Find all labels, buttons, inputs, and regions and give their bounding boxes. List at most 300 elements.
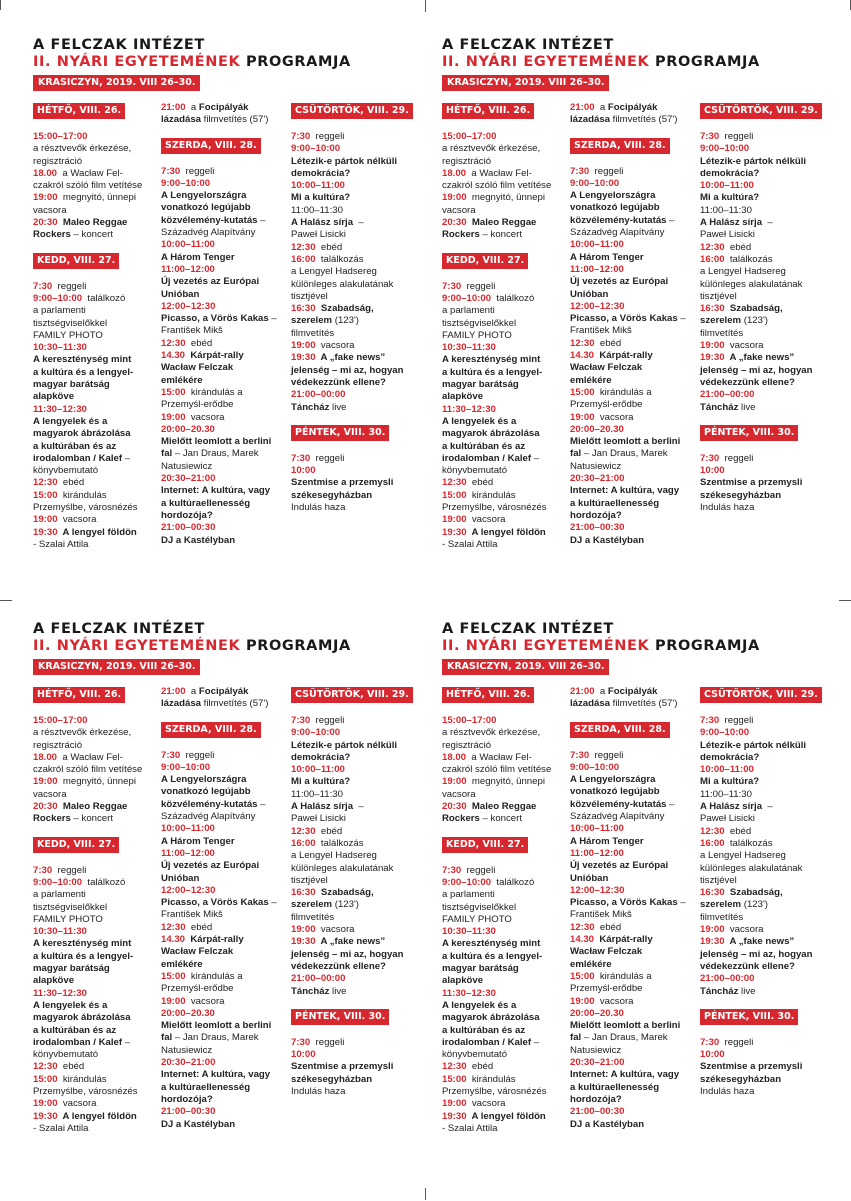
schedule-line (161, 424, 293, 436)
schedule-line (161, 289, 293, 301)
schedule-line (570, 387, 702, 399)
day-header-row (161, 137, 293, 166)
schedule-line (442, 752, 574, 764)
schedule-line (700, 887, 832, 899)
schedule-column-1 (442, 686, 574, 1135)
schedule-text: a Wacław Fel- (57, 751, 123, 763)
schedule-line (161, 485, 293, 497)
schedule-line (33, 1111, 165, 1123)
schedule-line (161, 698, 293, 710)
schedule-event-title: Új vezetés az Európai (570, 860, 669, 872)
schedule-text: könyvbemutató (442, 1049, 508, 1061)
schedule-event-title: A „fake news” (724, 936, 795, 948)
schedule-event-title: a kultúra és a lengyel- (33, 366, 134, 378)
schedule-time: 7:30 (700, 131, 720, 142)
schedule-line (700, 389, 832, 401)
schedule-event-title: vonatkozó legújabb (570, 786, 660, 798)
schedule-line (700, 776, 832, 788)
schedule-line (570, 535, 702, 547)
schedule-line (570, 1008, 702, 1020)
schedule-text: regisztráció (33, 155, 83, 167)
schedule-line (33, 752, 165, 764)
schedule-event-title: irodalomban / Kalef (442, 452, 532, 464)
schedule-time: 12:30 (291, 825, 316, 837)
schedule-line (700, 205, 832, 217)
schedule-line (291, 377, 423, 389)
schedule-event-title: A Halász sírja (700, 801, 763, 813)
schedule-event-title: vonatkozó legújabb (161, 786, 251, 798)
schedule-line (442, 926, 574, 938)
schedule-line (570, 448, 702, 460)
schedule-text: – (666, 798, 675, 810)
schedule-line (442, 539, 574, 551)
schedule-text: tisztségviselőkkel (442, 317, 517, 329)
schedule-time: 14.30 (570, 934, 595, 946)
schedule-event-title: A „fake news” (315, 936, 386, 948)
schedule-time: 16:30 (291, 303, 316, 315)
schedule-event-title: Létezik-e pártok nélküli (700, 155, 807, 167)
schedule-line (33, 789, 165, 801)
schedule-time: 14.30 (161, 350, 186, 362)
schedule-time: 20:30 (33, 801, 58, 813)
schedule-event-title: A lengyel földön (466, 1110, 546, 1122)
schedule-line (161, 178, 293, 190)
schedule-event-title: emlékére (161, 958, 203, 970)
schedule-event-title: Wacław Felczak (570, 946, 643, 958)
schedule-line (291, 266, 423, 278)
schedule-line (33, 1086, 165, 1098)
schedule-time: 7:30 (570, 749, 590, 761)
schedule-line (570, 114, 702, 126)
schedule-event-title: székesegyházban (291, 1073, 373, 1085)
schedule-line (570, 786, 702, 798)
schedule-text: Paweł Lisicki (700, 813, 755, 825)
schedule-text: Századvég Alapítvány (570, 227, 665, 239)
schedule-line (442, 502, 574, 514)
schedule-text: különleges alakulatának (700, 278, 803, 290)
schedule-event-title: magyar barátság (33, 963, 110, 975)
schedule-line (33, 168, 165, 180)
schedule-time: 11:00–12:00 (570, 847, 624, 859)
schedule-text: a Wacław Fel- (466, 167, 532, 179)
schedule-line (700, 180, 832, 192)
schedule-line (700, 502, 832, 514)
schedule-text: reggeli (180, 749, 215, 761)
schedule-time: 11:30–12:30 (442, 403, 496, 415)
schedule-text: a parlamenti (442, 305, 495, 317)
day-header-row (33, 252, 165, 281)
schedule-line (570, 325, 702, 337)
schedule-line (33, 914, 165, 926)
location-date-band: KRASICZYN, 2019. VIII 26–30. (442, 75, 609, 91)
schedule-text: Przemyślbe, városnézés (442, 502, 547, 514)
schedule-text: találkozó (491, 292, 535, 304)
schedule-line (161, 215, 293, 227)
schedule-text: filmvetítés (57') (201, 114, 269, 126)
schedule-line (161, 996, 293, 1008)
schedule-line (33, 764, 165, 776)
day-header: CSÜTÖRTÖK, VIII. 29. (291, 687, 413, 703)
schedule-line (161, 473, 293, 485)
schedule-line (291, 986, 423, 998)
schedule-line (442, 229, 574, 241)
schedule-text: (123') (741, 315, 768, 327)
schedule-event-title: A lengyel földön (57, 1110, 137, 1122)
schedule-line (700, 1049, 832, 1061)
schedule-line (442, 938, 574, 950)
schedule-line (570, 276, 702, 288)
schedule-line (291, 352, 423, 364)
schedule-text: Przemyśl-erődbe (161, 983, 234, 995)
schedule-time: 15:00–17:00 (442, 715, 497, 726)
schedule-line (291, 217, 423, 229)
schedule-text: a (594, 686, 608, 697)
schedule-event-title: Wacław Felczak (570, 362, 643, 374)
schedule-line (33, 428, 165, 440)
schedule-time: 19:30 (442, 526, 467, 538)
schedule-event-title: Táncház (700, 401, 739, 413)
schedule-time: 21:00–00:30 (570, 1106, 625, 1118)
schedule-line (700, 727, 832, 739)
schedule-line (700, 217, 832, 229)
schedule-time: 19:00 (442, 192, 467, 204)
schedule-time: 15:00–17:00 (442, 131, 497, 142)
schedule-time: 21:00 (570, 102, 595, 113)
schedule-line (33, 527, 165, 539)
schedule-line (291, 801, 423, 813)
schedule-time: 10:30–11:30 (442, 926, 496, 938)
schedule-time: 16:00 (291, 253, 316, 265)
schedule-line (700, 986, 832, 998)
schedule-text: (123') (332, 315, 359, 327)
schedule-line (33, 131, 165, 143)
schedule-time: 9:00–10:00 (570, 177, 620, 189)
schedule-line (570, 922, 702, 934)
schedule-time: 7:30 (700, 452, 720, 464)
schedule-time: 12:30 (442, 477, 467, 489)
schedule-event-title: hordozója? (161, 509, 213, 521)
schedule-event-title: jelenség – mi az, hogyan (700, 364, 813, 376)
schedule-line (700, 477, 832, 489)
schedule-text: kirándulás (57, 1073, 107, 1085)
schedule-text: filmvetítés (57') (201, 698, 269, 710)
day-header: CSÜTÖRTÖK, VIII. 29. (700, 687, 822, 703)
schedule-event-title: Táncház (291, 401, 330, 413)
schedule-line (700, 168, 832, 180)
day-header: KEDD, VIII. 27. (442, 253, 528, 269)
schedule-line (700, 801, 832, 813)
spacer (291, 998, 423, 1008)
schedule-text: Przemyśl-erődbe (570, 983, 643, 995)
schedule-text: megnyitó, ünnepi (466, 192, 545, 204)
schedule-line (700, 352, 832, 364)
schedule-line (700, 1037, 832, 1049)
schedule-line (161, 362, 293, 374)
schedule-time: 21:00 (161, 102, 186, 113)
schedule-line (33, 441, 165, 453)
schedule-line (442, 305, 574, 317)
program-title (442, 54, 760, 71)
schedule-event-title: vonatkozó legújabb (570, 202, 660, 214)
schedule-line (291, 826, 423, 838)
schedule-time: 20:00–20.30 (161, 1007, 215, 1019)
schedule-text: vacsora (315, 924, 355, 936)
schedule-time: 9:00–10:00 (700, 727, 750, 739)
schedule-time: 9:00–10:00 (33, 292, 83, 304)
schedule-line (161, 823, 293, 835)
schedule-line (161, 971, 293, 983)
schedule-time: 10:30–11:30 (33, 926, 87, 938)
schedule-event-title: védekezzünk ellene? (291, 376, 386, 388)
schedule-line (442, 1074, 574, 1086)
schedule-text: reggeli (719, 452, 754, 464)
schedule-text: – Jan Draus, Marek (581, 448, 668, 460)
schedule-line (570, 473, 702, 485)
schedule-text: találkozás (315, 253, 364, 265)
schedule-text: – (268, 897, 277, 909)
schedule-text: a (185, 686, 199, 697)
schedule-text: a résztvevők érkezése, (33, 143, 132, 155)
schedule-line (700, 254, 832, 266)
schedule-text: vacsora (442, 788, 476, 800)
schedule-text: kirándulás a (185, 970, 243, 982)
schedule-event-title: Rockers (33, 813, 71, 825)
schedule-line (700, 328, 832, 340)
schedule-time: 11:30–12:30 (33, 403, 87, 415)
schedule-event-title: a kultúrában és az (33, 440, 117, 452)
crop-mark-top-middle (425, 0, 426, 12)
schedule-line (442, 330, 574, 342)
schedule-event-title: Maleo Reggae (466, 217, 537, 229)
schedule-line (291, 389, 423, 401)
schedule-time: 20:00–20.30 (161, 423, 215, 435)
schedule-event-title: alapköve (442, 391, 484, 403)
schedule-time: 19:00 (570, 411, 595, 423)
schedule-line (291, 279, 423, 291)
schedule-line (291, 715, 423, 727)
schedule-line (570, 510, 702, 522)
schedule-time: 15:00 (33, 489, 58, 501)
schedule-line (161, 436, 293, 448)
schedule-event-title: Maleo Reggae (57, 801, 128, 813)
schedule-line (161, 750, 293, 762)
schedule-line (291, 899, 423, 911)
schedule-event-title: Mi a kultúra? (700, 192, 760, 204)
schedule-line (161, 934, 293, 946)
schedule-text: könyvbemutató (442, 465, 508, 477)
schedule-time: 14.30 (570, 350, 595, 362)
schedule-line (700, 156, 832, 168)
schedule-time: 7:30 (33, 280, 53, 292)
schedule-text: – (353, 217, 364, 229)
schedule-line (33, 205, 165, 217)
schedule-text: - Szalai Attila (442, 538, 498, 550)
schedule-time: 15:00 (442, 1073, 467, 1085)
day-header-row (700, 1008, 832, 1037)
schedule-line (570, 1119, 702, 1131)
schedule-time: 9:00–10:00 (570, 761, 620, 773)
schedule-event-title: Új vezetés az Európai (161, 276, 260, 288)
schedule-line (570, 522, 702, 534)
schedule-text: - Szalai Attila (33, 1122, 89, 1134)
schedule-text: – (666, 214, 675, 226)
schedule-line (570, 1045, 702, 1057)
schedule-line (442, 740, 574, 752)
schedule-time: 18.00 (33, 167, 58, 179)
schedule-text: Századvég Alapítvány (161, 811, 256, 823)
schedule-time: 19:00 (161, 411, 186, 423)
schedule-line (291, 328, 423, 340)
schedule-line (700, 899, 832, 911)
schedule-column-3 (700, 102, 832, 514)
schedule-line (33, 305, 165, 317)
schedule-line (161, 860, 293, 872)
schedule-text: Przemyśl-erődbe (161, 399, 234, 411)
schedule-line (700, 924, 832, 936)
schedule-line (33, 1074, 165, 1086)
schedule-text: ebéd (185, 921, 213, 933)
schedule-event-title: alapköve (33, 975, 75, 987)
schedule-line (700, 490, 832, 502)
schedule-line (291, 168, 423, 180)
day-header-row (442, 252, 574, 281)
schedule-line (570, 166, 702, 178)
schedule-text: czakról szóló film vetítése (33, 180, 143, 192)
schedule-event-title: Mi a kultúra? (700, 776, 760, 788)
schedule-text: – (677, 313, 686, 325)
schedule-event-title: Picasso, a Vörös Kakas (161, 313, 269, 325)
schedule-line (33, 801, 165, 813)
schedule-line (161, 1057, 293, 1069)
spacer (442, 826, 574, 836)
schedule-event-title: a kultúraellenesség (161, 1081, 251, 1093)
schedule-line (570, 227, 702, 239)
schedule-line (161, 1082, 293, 1094)
schedule-text: Przemyślbe, városnézés (33, 1086, 138, 1098)
schedule-line (570, 350, 702, 362)
schedule-time: 12:30 (161, 921, 186, 933)
schedule-time: 10:00–11:00 (161, 823, 215, 835)
schedule-text: találkozás (724, 253, 773, 265)
schedule-event-title: a kultúrában és az (442, 440, 526, 452)
schedule-time: 16:00 (291, 837, 316, 849)
schedule-event-title: DJ a Kastélyban (161, 1118, 236, 1130)
schedule-event-title: A „fake news” (724, 352, 795, 364)
schedule-time: 9:00–10:00 (161, 177, 211, 189)
schedule-line (33, 539, 165, 551)
schedule-text: František Mikš (570, 909, 632, 921)
schedule-line (442, 1061, 574, 1073)
schedule-time: 7:30 (33, 864, 53, 876)
schedule-text: 11:00–11:30 (700, 788, 752, 800)
schedule-text: a résztvevők érkezése, (442, 143, 541, 155)
schedule-event-title: A Három Tenger (570, 251, 644, 263)
schedule-line (442, 514, 574, 526)
schedule-event-title: a kultúraellenesség (161, 497, 251, 509)
institute-title: A FELCZAK INTÉZET (33, 37, 205, 53)
schedule-line (570, 436, 702, 448)
schedule-time: 12:00–12:30 (161, 884, 216, 896)
schedule-event-title: Szabadság, (724, 303, 783, 315)
schedule-time: 10:00–11:00 (161, 239, 215, 251)
schedule-text: reggeli (310, 131, 345, 142)
schedule-event-title: alapköve (33, 391, 75, 403)
schedule-time: 9:00–10:00 (442, 876, 492, 888)
day-header: PÉNTEK, VIII. 30. (700, 1009, 798, 1025)
schedule-time: 12:30 (161, 337, 186, 349)
schedule-line (291, 291, 423, 303)
schedule-line (161, 461, 293, 473)
schedule-line (33, 889, 165, 901)
schedule-event-title: szerelem (700, 315, 742, 327)
schedule-line (570, 215, 702, 227)
schedule-text: Przemyślbe, városnézés (33, 502, 138, 514)
schedule-time: 10:30–11:30 (442, 342, 496, 354)
schedule-text: Przemyśl-erődbe (570, 399, 643, 411)
schedule-text: kirándulás (57, 489, 107, 501)
schedule-line (442, 192, 574, 204)
schedule-event-title: Rockers (442, 813, 480, 825)
schedule-event-title: Internet: A kultúra, vagy (161, 1069, 271, 1081)
schedule-text: a parlamenti (33, 305, 86, 317)
schedule-event-title: irodalomban / Kalef (442, 1036, 532, 1048)
schedule-time: 10:00 (291, 465, 316, 477)
schedule-text: a Lengyel Hadsereg (291, 266, 377, 278)
schedule-text: kirándulás (466, 1073, 516, 1085)
schedule-time: 19:00 (33, 1098, 58, 1110)
schedule-line (161, 448, 293, 460)
schedule-event-title: A lengyelek és a (442, 999, 517, 1011)
schedule-text: regisztráció (33, 739, 83, 751)
schedule-line (570, 959, 702, 971)
schedule-event-title: fal (161, 448, 173, 460)
schedule-event-title: Létezik-e pártok nélküli (291, 739, 398, 751)
schedule-line (291, 131, 423, 143)
schedule-time: 15:00–17:00 (33, 715, 88, 726)
schedule-text: vacsora (33, 788, 67, 800)
schedule-text: 11:00–11:30 (700, 204, 752, 216)
schedule-event-title: alapköve (442, 975, 484, 987)
schedule-event-title: Focipályák (198, 686, 249, 697)
schedule-line (442, 951, 574, 963)
schedule-text: reggeli (310, 452, 345, 464)
schedule-text: megnyitó, ünnepi (466, 776, 545, 788)
schedule-text: kirándulás (466, 489, 516, 501)
schedule-line (700, 764, 832, 776)
schedule-line (33, 1025, 165, 1037)
schedule-line (161, 909, 293, 921)
schedule-text: filmvetítés (57') (610, 698, 678, 710)
schedule-event-title: Unióban (161, 872, 200, 884)
schedule-event-title: Mielőtt leomlott a berlini (570, 1020, 681, 1032)
schedule-event-title: Szentmise a przemysli (700, 477, 803, 489)
schedule-line (700, 266, 832, 278)
schedule-line (570, 823, 702, 835)
schedule-time: 19:00 (442, 514, 467, 526)
schedule-line (700, 315, 832, 327)
schedule-line (700, 377, 832, 389)
schedule-text: ebéd (315, 241, 343, 253)
schedule-line (291, 205, 423, 217)
schedule-text: – (531, 1036, 540, 1048)
schedule-line (442, 1012, 574, 1024)
schedule-event-title: A Három Tenger (570, 835, 644, 847)
schedule-line (442, 465, 574, 477)
schedule-time: 12:00–12:30 (161, 300, 216, 312)
schedule-time: 19:00 (33, 192, 58, 204)
schedule-time: 10:00 (700, 1049, 725, 1061)
schedule-line (700, 936, 832, 948)
